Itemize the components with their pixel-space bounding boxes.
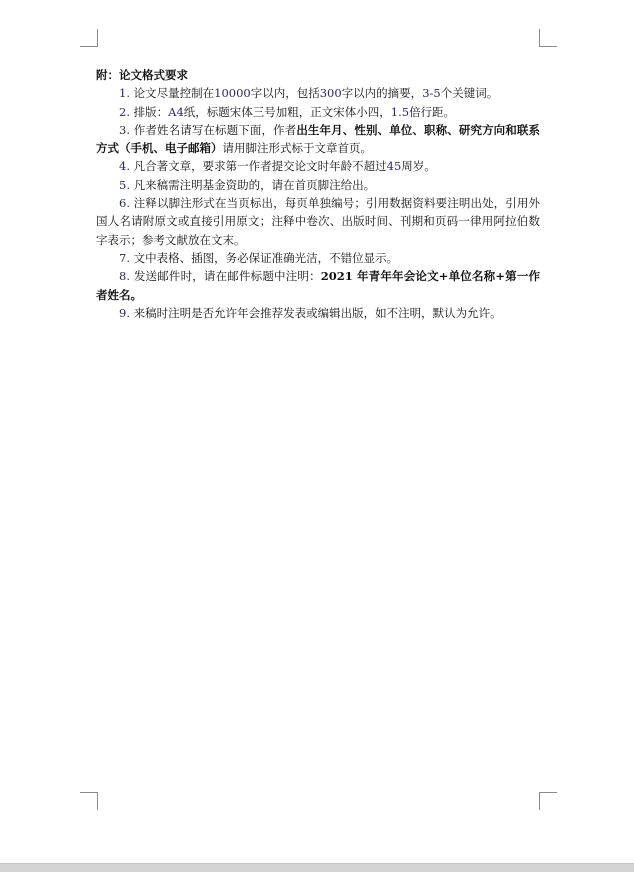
item-number: 7. — [119, 250, 130, 265]
list-item: 2. 排版：A4纸，标题宋体三号加粗，正文宋体小四，1.5倍行距。 — [119, 104, 456, 119]
item-number: 2. — [119, 104, 130, 119]
item-number: 6. — [119, 196, 130, 211]
margin-corner-top-right — [539, 29, 557, 47]
list-item: 5. 凡来稿需注明基金资助的，请在首页脚注给出。 — [119, 177, 376, 192]
list-item: 1. 论文尽量控制在10000字以内，包括300字以内的摘要，3-5个关键词。 — [119, 86, 499, 101]
item-number: 3. — [119, 122, 130, 137]
item-number: 5. — [119, 177, 130, 192]
list-item: 4. 凡合著文章，要求第一作者提交论文时年龄不超过45周岁。 — [119, 159, 436, 174]
list-item: 3. 作者姓名请写在标题下面，作者出生年月、性别、单位、职称、研究方向和联系方式（手机、电子邮箱）请用脚注形式标于文章首页。 — [96, 122, 541, 156]
margin-corner-bottom-right — [539, 792, 557, 810]
margin-corner-top-left — [80, 29, 98, 47]
list-item: 7. 文中表格、插图，务必保证准确光洁，不错位显示。 — [119, 250, 399, 265]
item-number: 1. — [119, 86, 130, 101]
item-number: 8. — [119, 269, 130, 284]
list-item: 9. 来稿时注明是否允许年会推荐发表或编辑出版，如不注明，默认为允许。 — [119, 305, 502, 320]
bold-requirement: 2021 年青年年会论文+单位名称+第一作者姓名。 — [96, 269, 541, 302]
list-item: 8. 发送邮件时，请在邮件标题中注明：2021 年青年年会论文+单位名称+第一作者姓名。 — [96, 269, 541, 302]
item-number: 9. — [119, 305, 130, 320]
document-body — [96, 66, 540, 322]
list-item: 6. 注释以脚注形式在当页标出，每页单独编号；引用数据资料要注明出处，引用外国人名请附原文或直接引用原文；注释中卷次、出版时间、刊期和页码一律用阿拉伯数字表示；参考文献放在文末。 — [96, 196, 541, 247]
margin-corner-bottom-left — [80, 792, 98, 810]
bold-requirement: 出生年月、性别、单位、职称、研究方向和联系方式（手机、电子邮箱） — [96, 122, 541, 156]
item-number: 4. — [119, 159, 130, 174]
section-heading: 附：论文格式要求 — [96, 68, 188, 82]
